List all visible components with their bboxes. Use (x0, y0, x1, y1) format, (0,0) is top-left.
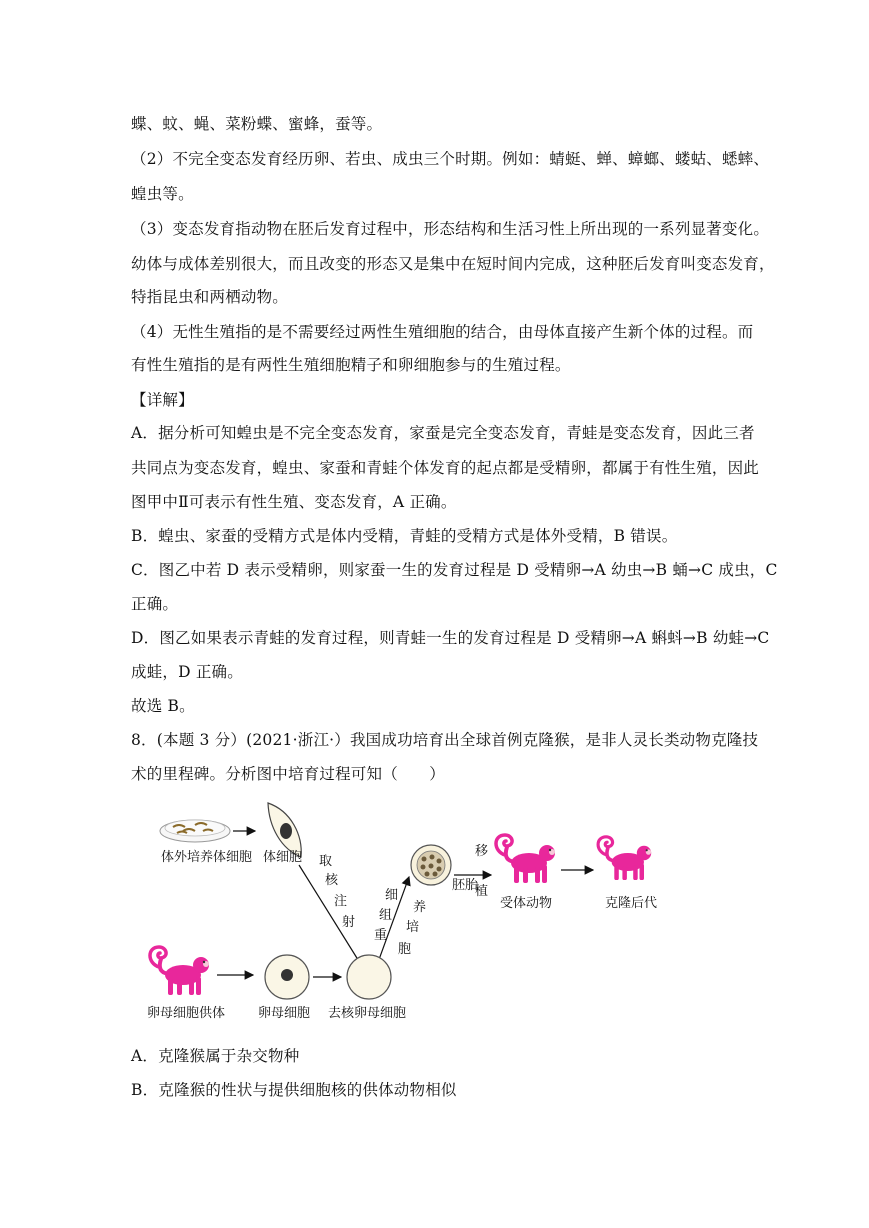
oocyte-label: 卵母细胞 (258, 1006, 311, 1021)
text-line: 有性生殖指的是有两性生殖细胞精子和卵细胞参与的生殖过程。 (131, 356, 571, 374)
cloning-diagram (131, 795, 691, 1035)
svg-text:射: 射 (342, 915, 356, 930)
embryo-label: 胚胎 (452, 878, 479, 893)
svg-text:注: 注 (334, 894, 348, 909)
somatic-cell-icon (268, 803, 301, 857)
text-line: （4）无性生殖指的是不需要经过两性生殖细胞的结合，由母体直接产生新个体的过程。而 (131, 323, 754, 341)
text-line: 图甲中Ⅱ可表示有性生殖、变态发育，A 正确。 (131, 493, 457, 511)
text-line: B．蝗虫、家蚕的受精方式是体内受精，青蛙的受精方式是体外受精，B 错误。 (131, 527, 678, 545)
oocyte-icon (265, 955, 309, 999)
option-a: A．克隆猴属于杂交物种 (131, 1047, 300, 1065)
text-line: D．图乙如果表示青蛙的发育过程，则青蛙一生的发育过程是 D 受精卵→A 蝌蚪→B 幼蛙→C (131, 629, 770, 647)
text-line: 特指昆虫和两栖动物。 (131, 288, 289, 306)
text-line: C．图乙中若 D 表示受精卵，则家蚕一生的发育过程是 D 受精卵→A 幼虫→B 蛹→C 成虫，C (131, 561, 778, 579)
text-line: 共同点为变态发育，蝗虫、家蚕和青蛙个体发育的起点都是受精卵，都属于有性生殖，因此 (131, 459, 760, 477)
svg-text:细: 细 (385, 888, 399, 903)
question-stem: 术的里程碑。分析图中培育过程可知（ ） (131, 765, 446, 783)
svg-text:养: 养 (413, 900, 427, 915)
enucleated-label: 去核卵母细胞 (328, 1006, 407, 1021)
transplant-label (475, 844, 488, 899)
culture-dish-icon (160, 820, 230, 842)
svg-text:组: 组 (379, 908, 393, 923)
nucleus-injection-label (319, 854, 355, 930)
text-line: 成蛙，D 正确。 (131, 663, 243, 681)
culture2-label (398, 900, 426, 957)
svg-text:移: 移 (475, 844, 489, 859)
svg-text:植: 植 (475, 884, 489, 899)
embryo-icon (411, 845, 451, 885)
recipient-label: 受体动物 (500, 896, 553, 911)
recipient-monkey-icon (496, 835, 555, 883)
offspring-label: 克隆后代 (605, 896, 658, 911)
text-line: （2）不完全变态发育经历卵、若虫、成虫三个时期。例如：蜻蜓、蝉、蟑螂、蝼蛄、蟋蟀、 (131, 150, 770, 168)
cloning-diagram-svg (131, 795, 691, 1035)
text-line: 故选 B。 (131, 697, 195, 715)
svg-text:胞: 胞 (398, 942, 412, 957)
text-line: 幼体与成体差别很大，而且改变的形态又是集中在短时间内完成，这种胚后发育叫变态发育， (131, 255, 775, 273)
svg-text:核: 核 (325, 873, 339, 888)
culture-label: 体外培养体细胞 (161, 850, 253, 865)
svg-text:取: 取 (319, 854, 333, 869)
question-stem: 8．(本题 3 分）(2021·浙江·）我国成功培育出全球首例克隆猴，是非人灵长类动物克隆技 (131, 731, 759, 749)
somatic-label: 体细胞 (263, 850, 303, 865)
section-heading: 【详解】 (131, 391, 194, 409)
donor-label: 卵母细胞供体 (147, 1006, 226, 1021)
text-line: A．据分析可知蝗虫是不完全变态发育，家蚕是完全变态发育，青蛙是变态发育，因此三者 (131, 424, 755, 442)
offspring-monkey-icon (598, 837, 651, 880)
enucleated-oocyte-icon (347, 955, 391, 999)
svg-text:培: 培 (406, 920, 420, 935)
text-line: 蝗虫等。 (131, 185, 194, 203)
donor-monkey-icon (150, 947, 209, 995)
svg-text:重: 重 (374, 928, 388, 943)
text-line: 正确。 (131, 595, 179, 613)
text-line: （3）变态发育指动物在胚后发育过程中，形态结构和生活习性上所出现的一系列显著变化。 (131, 220, 770, 238)
option-b: B．克隆猴的性状与提供细胞核的供体动物相似 (131, 1081, 457, 1099)
text-line: 蝶、蚊、蝇、菜粉蝶、蜜蜂，蚕等。 (131, 115, 383, 133)
